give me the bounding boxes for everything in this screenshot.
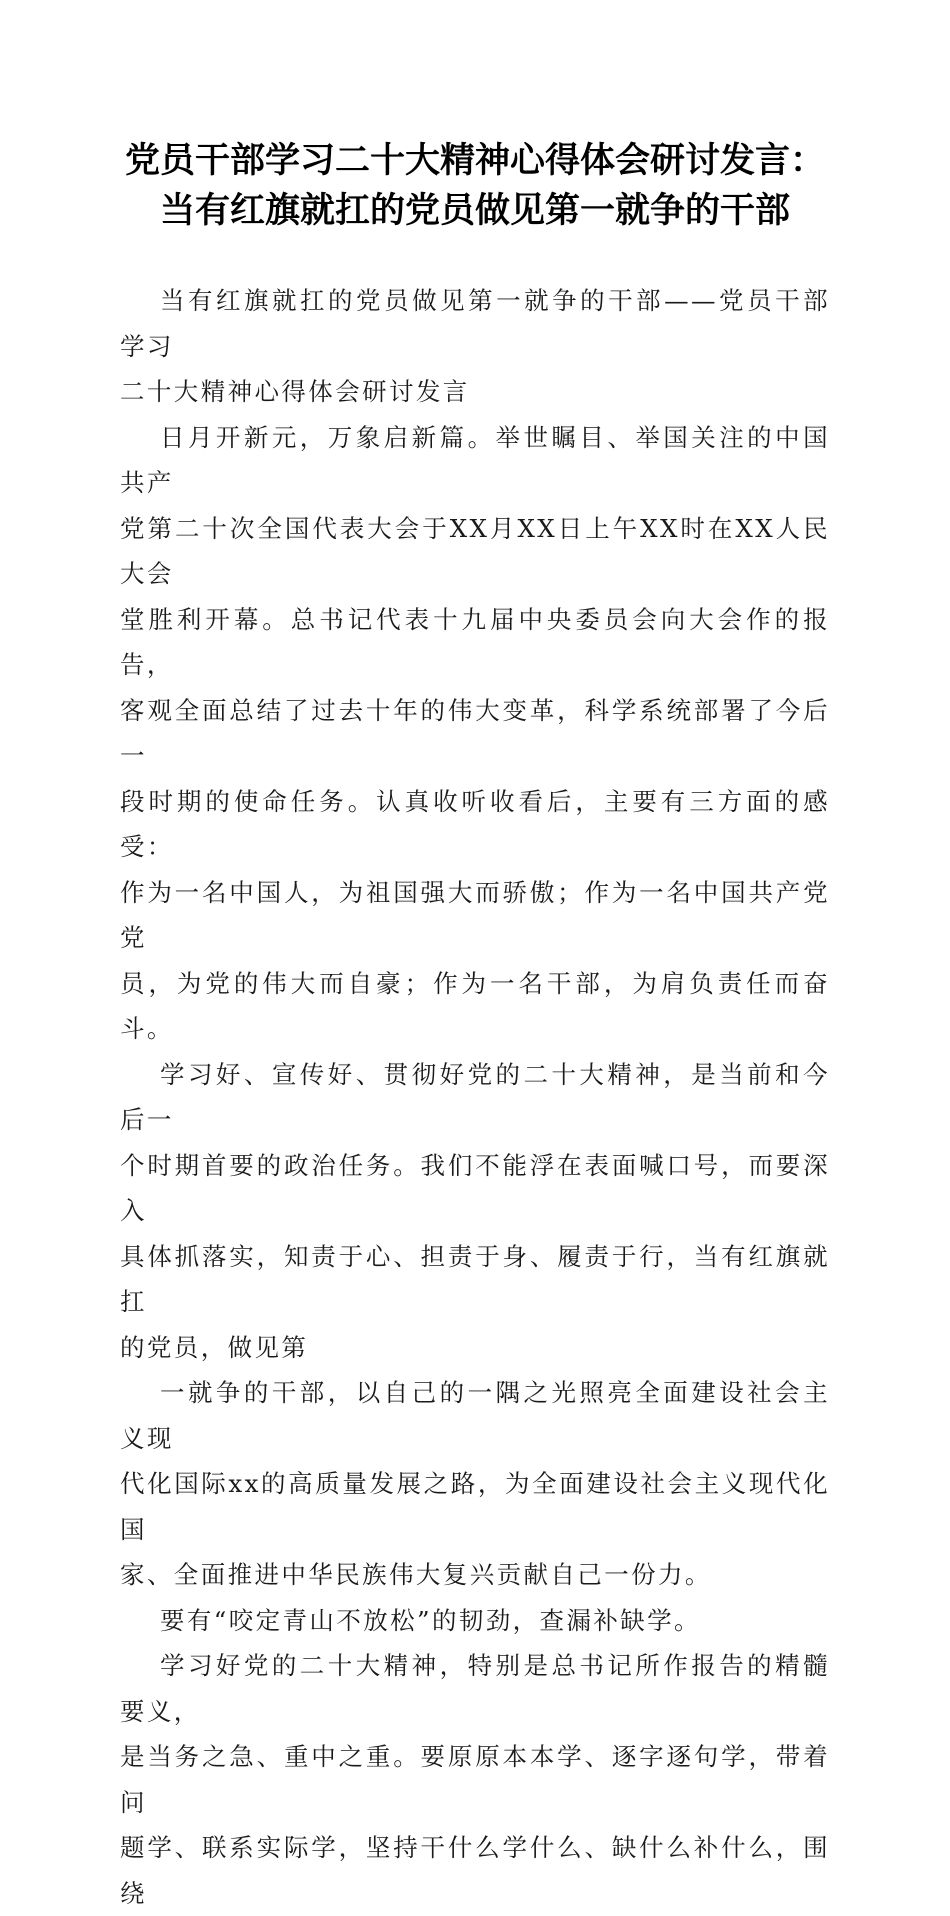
paragraph-study: 学习好党的二十大精神，特别是总书记所作报告的精髓要义， 是当务之急、重中之重。要原原本本学、逐字逐句学，带着问 题学、联系实际学，坚持干什么学什么、缺什么补什么，围绕 <box>120 1651 830 1908</box>
paragraph-opening: 日月开新元，万象启新篇。举世瞩目、举国关注的中国共产 党第二十次全国代表大会于XX月XX日上午XX时在XX人民大会 堂胜利开幕。总书记代表十九届中央委员会向大会作的报告， 客观全面总结了过去十年的伟大变革，科学系统部署了今后一 段时期的使命任务。认真收听收看后，主要有三方面的感受： 作为一名中国人，为祖国强大而骄傲；作为一名中国共产党党 员，为党的伟大而自豪；作为一名干部，为肩负责任而奋斗。 <box>120 422 830 1043</box>
document-body <box>120 278 830 1916</box>
paragraph-contribution: 一就争的干部，以自己的一隅之光照亮全面建设社会主义现 代化国际xx的高质量发展之路，为全面建设社会主义现代化国 家、全面推进中华民族伟大复兴贡献自己一份力。 <box>120 1378 830 1589</box>
title-line-2: 当有红旗就扛的党员做见第一就争的干部 <box>159 190 790 231</box>
document-title <box>80 136 870 236</box>
title-line-1: 党员干部学习二十大精神心得体会研讨发言： <box>124 140 825 181</box>
paragraph-section-heading: 要有“咬定青山不放松”的韧劲，查漏补缺学。 <box>160 1605 701 1635</box>
paragraph-task: 学习好、宣传好、贯彻好党的二十大精神，是当前和今后一 个时期首要的政治任务。我们不能浮在表面喊口号，而要深入 具体抓落实，知责于心、担责于身、履责于行，当有红旗就扛 的党员，做见第 <box>120 1059 830 1362</box>
paragraph-subtitle: 当有红旗就扛的党员做见第一就争的干部——党员干部学习 二十大精神心得体会研讨发言 <box>120 286 830 406</box>
